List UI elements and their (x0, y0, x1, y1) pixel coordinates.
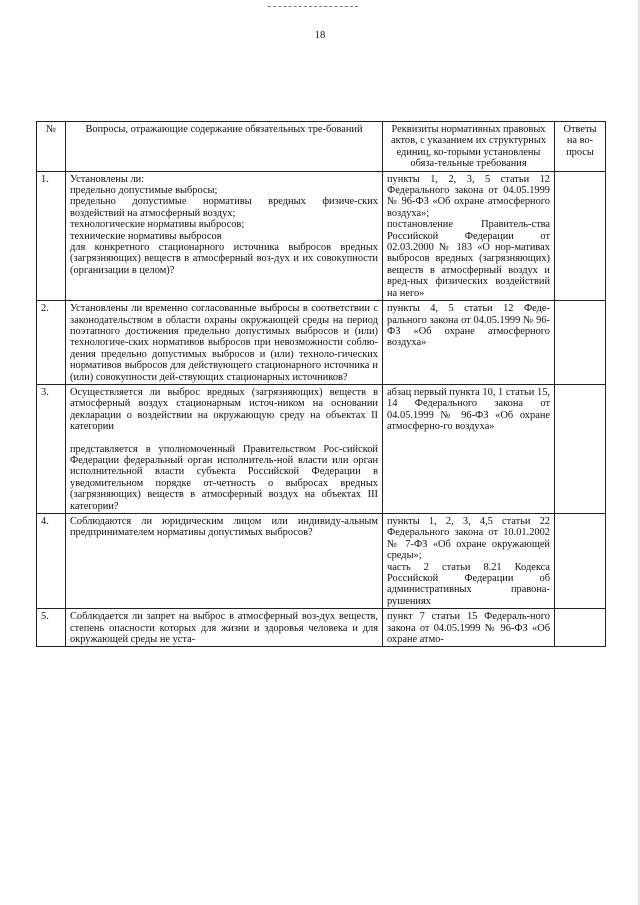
requisites-cell (383, 514, 555, 609)
question-line (70, 433, 378, 444)
question-line: технические нормативы выбросов (70, 230, 222, 242)
answer-cell[interactable] (555, 384, 606, 513)
question-line: представляется в уполномоченный Правительством Рос-сийской Федерации федеральный орган исполнитель-ной власти или орган исполнительной власти субъекта Российской Федерации в уведомительном порядке от-четность о выбросах вредных (загрязняющих) веществ в атмосферный воздух на объектах III категории? (70, 443, 378, 512)
table-row (37, 171, 606, 300)
header-number: № (37, 122, 66, 172)
row-number: 5. (37, 609, 66, 647)
row-number: 3. (37, 384, 66, 513)
question-cell (66, 609, 383, 647)
answer-cell[interactable] (555, 514, 606, 609)
header-requisites: Реквизиты нормативных правовых актов, с указанием их структурных единиц, ко-торыми установлены обяза-тельные требования (383, 122, 555, 172)
question-line: Установлены ли временно согласованные выбросы в соответствии с законодательством в области охраны окружающей среды на период поэтапного достижения предельно допустимых выбросов и (или) технологиче-ских нормативов выбросов при невозможности соблю-дения предельно допустимых выбросов и (или) техноло-гических нормативов выбросов для действующего стационарного источника и (или) совокупности дей-ствующих стационарных источников? (70, 303, 378, 383)
requisites-cell (383, 609, 555, 647)
answer-cell[interactable] (555, 301, 606, 385)
table-row (37, 301, 606, 385)
question-line: Осуществляется ли выброс вредных (загрязняющих) веществ в атмосферный воздух стационарным источ-ником на основании декларации о воздействии на окружающую среду на объектах II категории (70, 386, 378, 433)
requisites-paragraph: часть 2 статьи 8.21 Кодекса Российской Федерации об административных правона-рушениях (387, 561, 550, 607)
table-row (37, 609, 606, 647)
question-line: Соблюдаются ли юридическим лицом или индивиду-альным предпринимателем нормативы допустимых выбросов? (70, 516, 378, 539)
question-cell (66, 301, 383, 385)
answer-cell[interactable] (555, 609, 606, 647)
question-line: предельно допустимые выбросы; (70, 185, 218, 197)
requisites-paragraph: пункт 7 статьи 15 Федераль-ного закона от 04.05.1999 № 96-ФЗ «Об охране атмо- (387, 611, 550, 646)
requisites-paragraph: постановление Правитель-ства Российской Федерации от 02.03.2000 № 183 «О нор-мативах выбросов вредных (загрязняющих) веществ в атмосферный воздух и вред-ных физических воздействий на него» (387, 219, 550, 299)
requisites-cell (383, 171, 555, 300)
header-questions: Вопросы, отражающие содержание обязательных тре-бований (66, 122, 383, 172)
question-line: Соблюдается ли запрет на выброс в атмосферный воз-дух веществ, степень опасности которых для жизни и здоровья человека и для окружающей среды не уста- (70, 611, 378, 646)
page-number: 18 (314, 30, 326, 41)
question-cell (66, 171, 383, 300)
row-number: 4. (37, 514, 66, 609)
question-cell (66, 514, 383, 609)
table-header-row (37, 122, 606, 172)
requisites-paragraph: пункты 1, 2, 3, 5 статьи 12 Федерального закона от 04.05.1999 № 96-ФЗ «Об охране атмосферного воздуха»; (387, 173, 550, 219)
requirements-table (36, 121, 606, 647)
question-line: Установлены ли: (70, 173, 145, 185)
question-line: предельно допустимые нормативы вредных физиче-ских воздействий на атмосферный воздух; (70, 196, 378, 219)
question-cell (66, 384, 383, 513)
requisites-cell (383, 384, 555, 513)
requisites-paragraph: пункты 1, 2, 3, 4,5 статьи 22 Федерального закона от 10.01.2002 № 7-ФЗ «Об охране окружающей среды»; (387, 516, 550, 562)
header-answers: Ответы на во-просы (555, 122, 606, 172)
requisites-cell (383, 301, 555, 385)
requisites-paragraph: абзац первый пункта 10, 1 статьи 15, 14 Федерального закона от 04.05.1999 № 96-ФЗ «Об охране атмосферно-го воздуха» (387, 386, 550, 433)
answer-cell[interactable] (555, 171, 606, 300)
requisites-paragraph: пункты 4, 5 статьи 12 Феде-рального закона от 04.05.1999 № 96-ФЗ «Об охране атмосферного воздуха» (387, 303, 550, 349)
table-row (37, 384, 606, 513)
row-number: 2. (37, 301, 66, 385)
question-line: технологические нормативы выбросов; (70, 219, 245, 231)
top-dashed-mark (268, 6, 358, 7)
table-row (37, 514, 606, 609)
question-line: для конкретного стационарного источника выбросов вредных (загрязняющих) веществ в атмосферный воз-дух и их совокупности (организации в целом)? (70, 242, 378, 276)
row-number: 1. (37, 171, 66, 300)
